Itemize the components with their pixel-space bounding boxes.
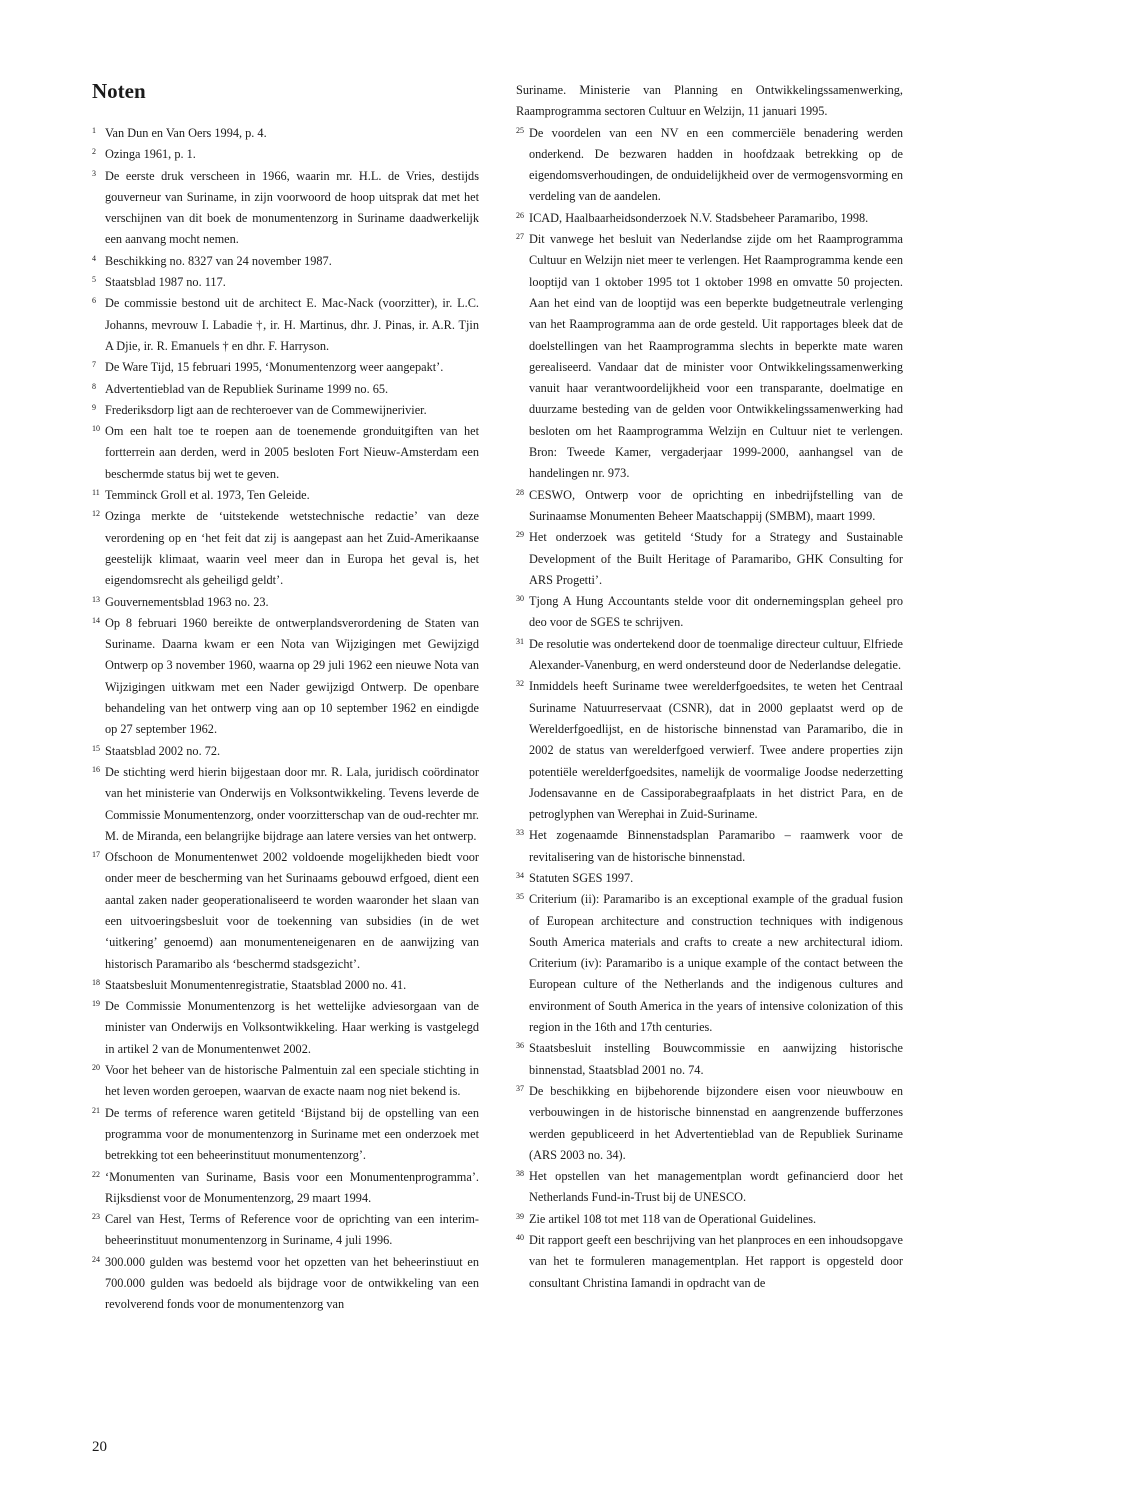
footnote-number: 6 — [92, 296, 96, 306]
footnote-text: Dit vanwege het besluit van Nederlandse zijde om het Raamprogramma Cultuur en Welzijn niet meer te verlengen. Het Raamprogramma kende een looptijd van 1 oktober 1995 tot 1 oktober 1998 en omvatte 50 projecten. Aan het eind van de looptijd was een beperkte budgetneutrale verlenging van het Raamprogramma aan de orde gesteld. Uit rapportages bleek dat de doelstellingen van het Raamprogramma slechts in beperkte mate waren gerealiseerd. Vandaar dat de minister voor Ontwikkelingssamenwerking vanuit haar verantwoordelijkheid voor een transparante, doelmatige en duurzame besteding van de gelden voor Ontwikkelingssamenwerking had besloten om het Raamprogramma Welzijn en Cultuur niet te verlengen. Bron: Tweede Kamer, vergaderjaar 1999-2000, aanhangsel van de handelingen nr. 973. — [529, 232, 903, 481]
footnote-number: 20 — [92, 1063, 100, 1073]
notes-column-left — [92, 123, 479, 1316]
footnote-number: 26 — [516, 210, 524, 220]
footnote-text: De voordelen van een NV en een commerciële benadering werden onderkend. De bezwaren hadden in hoofdzaak betrekking op de eigendomsverhoudingen, de onduidelijkheid over de vermogensvorming en verdeling van de aandelen. — [529, 125, 903, 204]
footnote-text: Tjong A Hung Accountants stelde voor dit ondernemingsplan geheel pro deo voor de SGES te schrijven. — [529, 594, 903, 630]
footnote-number: 24 — [92, 1254, 100, 1264]
footnote-text: Statuten SGES 1997. — [529, 870, 634, 885]
footnote-number: 35 — [516, 892, 524, 902]
footnote — [92, 144, 479, 165]
footnote-number: 3 — [92, 168, 96, 178]
footnote-number: 5 — [92, 275, 96, 285]
page-number: 20 — [92, 1439, 107, 1455]
footnote-number: 30 — [516, 594, 524, 604]
footnote — [92, 1167, 479, 1210]
footnote — [92, 592, 479, 613]
footnote-text: De stichting werd hierin bijgestaan door mr. R. Lala, juridisch coördinator van het ministerie van Onderwijs en Volksontwikkeling. Tevens leverde de Commissie Monumentenzorg, onder voorzitterschap van de oud-rechter mr. M. de Miranda, een belangrijke bijdrage aan latere versies van het ontwerp. — [105, 764, 479, 843]
footnote-text: Temminck Groll et al. 1973, Ten Geleide. — [105, 488, 310, 503]
footnote — [516, 1038, 903, 1081]
footnote-number: 14 — [92, 615, 100, 625]
footnote-number: 22 — [92, 1169, 100, 1179]
footnote — [92, 506, 479, 591]
footnote-text: ICAD, Haalbaarheidsonderzoek N.V. Stadsbeheer Paramaribo, 1998. — [529, 210, 869, 225]
footnote-text: Voor het beheer van de historische Palmentuin zal een speciale stichting in het leven worden geroepen, waarvan de exacte naam nog niet bekend is. — [105, 1063, 479, 1099]
footnote — [516, 676, 903, 825]
footnote-number: 28 — [516, 487, 524, 497]
footnote-number: 37 — [516, 1083, 524, 1093]
footnote — [92, 400, 479, 421]
footnote-text: Staatsblad 2002 no. 72. — [105, 743, 221, 758]
footnote — [516, 591, 903, 634]
footnote-text: Carel van Hest, Terms of Reference voor de oprichting van een interim-beheerinstituut monumentenzorg in Suriname, 4 juli 1996. — [105, 1212, 479, 1248]
footnote-text: Advertentieblad van de Republiek Suriname 1999 no. 65. — [105, 381, 389, 396]
footnote-text: Criterium (ii): Paramaribo is an exceptional example of the gradual fusion of European architecture and construction techniques with indigenous South America materials and crafts to create a new architectural idiom. Criterium (iv): Paramaribo is a unique example of the contact between the European culture of the Netherlands and the indigenous cultures and environment of South America in the years of intensive colonization of this region in the 16th and 17th centuries. — [529, 892, 903, 1035]
footnote-number: 27 — [516, 232, 524, 242]
footnote — [92, 996, 479, 1060]
footnote — [92, 379, 479, 400]
footnote — [92, 1103, 479, 1167]
footnote-number: 18 — [92, 977, 100, 987]
footnote — [92, 975, 479, 996]
footnote — [516, 1209, 903, 1230]
footnote — [92, 357, 479, 378]
notes-column-right — [516, 80, 903, 1294]
footnote-text: Ofschoon de Monumentenwet 2002 voldoende mogelijkheden biedt voor onder meer de bescherming van het Surinaams gebouwd erfgoed, dient een aantal zaken nader geoperationaliseerd te worden waaronder het slaan van een uitvoeringsbesluit voor de toekenning van subsidies (in de wet ‘uitkering’ genoemd) aan monumenteneigenaren en de aanwijzing van historisch Paramaribo als ‘beschermd stadsgezicht’. — [105, 850, 479, 971]
footnote-text: Staatsbesluit Monumentenregistratie, Staatsblad 2000 no. 41. — [105, 977, 407, 992]
footnote-text: De Commissie Monumentenzorg is het wettelijke adviesorgaan van de minister van Onderwijs en Volksontwikkeling. Haar werking is vastgelegd in artikel 2 van de Monumentenwet 2002. — [105, 999, 479, 1056]
footnote — [92, 1252, 479, 1316]
note-continuation: Suriname. Ministerie van Planning en Ontwikkelingssamenwerking, Raamprogramma sectoren Cultuur en Welzijn, 11 januari 1995. — [516, 83, 903, 119]
footnote — [92, 123, 479, 144]
footnote — [516, 889, 903, 1038]
footnote-number: 32 — [516, 679, 524, 689]
footnote-text: Ozinga 1961, p. 1. — [105, 147, 196, 162]
footnote — [92, 1209, 479, 1252]
footnote-number: 38 — [516, 1169, 524, 1179]
footnote-number: 17 — [92, 850, 100, 860]
footnote-number: 31 — [516, 636, 524, 646]
footnote — [92, 741, 479, 762]
footnote-number: 13 — [92, 594, 100, 604]
footnote — [516, 868, 903, 889]
footnote-text: Staatsbesluit instelling Bouwcommissie en aanwijzing historische binnenstad, Staatsblad 2001 no. 74. — [529, 1041, 903, 1077]
footnote-number: 8 — [92, 381, 96, 391]
footnote-text: Het onderzoek was getiteld ‘Study for a Strategy and Sustainable Development of the Built Heritage of Paramaribo, GHK Consulting for ARS Progetti’. — [529, 530, 903, 587]
footnote — [516, 1081, 903, 1166]
footnote-text: ‘Monumenten van Suriname, Basis voor een Monumentenprogramma’. Rijksdienst voor de Monumentenzorg, 29 maart 1994. — [105, 1169, 479, 1205]
footnote-number: 1 — [92, 126, 96, 135]
footnote — [92, 272, 479, 293]
footnote-number: 15 — [92, 743, 100, 753]
footnote — [516, 123, 903, 208]
footnote-text: Ozinga merkte de ‘uitstekende wetstechnische redactie’ van deze verordening op en ‘het feit dat zij is aangepast aan het Zuid-Amerikaanse geestelijk klimaat, waarin veel meer dan in Europa het geval is, het eigendomsrecht als geheiligd geldt’. — [105, 509, 479, 588]
footnote-number: 2 — [92, 147, 96, 157]
footnote-text: De Ware Tijd, 15 februari 1995, ‘Monumentenzorg weer aangepakt’. — [105, 360, 444, 375]
footnote-number: 12 — [92, 509, 100, 519]
footnote — [516, 485, 903, 528]
footnote-text: Op 8 februari 1960 bereikte de ontwerplandsverordening de Staten van Suriname. Daarna kwam er een Nota van Wijzigingen met Gewijzigd Ontwerp op 3 november 1960, waarna op 29 juli 1962 een nieuwe Nota van Wijzigingen uitkwam met een Nader gewijzigd Ontwerp. De openbare behandeling van het ontwerp ving aan op 10 september 1962 en eindigde op 27 september 1962. — [105, 615, 479, 737]
footnote-text: Zie artikel 108 tot met 118 van de Operational Guidelines. — [529, 1211, 817, 1226]
footnote-number: 11 — [92, 488, 100, 498]
footnote-text: De terms of reference waren getiteld ‘Bijstand bij de opstelling van een programma voor de monumentenzorg in Suriname met een onderzoek met betrekking tot een beheerinstituut monumentenzorg’. — [105, 1105, 479, 1163]
footnote-text: Gouvernementsblad 1963 no. 23. — [105, 594, 269, 609]
footnote — [516, 1230, 903, 1294]
footnote-text: Om een halt toe te roepen aan de toenemende gronduitgiften van het fortterrein aan derden, werd in 2005 besloten Fort Nieuw-Amsterdam een beschermde status bij wet te geven. — [105, 424, 479, 481]
footnote — [92, 251, 479, 272]
footnote-number: 39 — [516, 1211, 524, 1221]
footnote-text: De eerste druk verscheen in 1966, waarin mr. H.L. de Vries, destijds gouverneur van Suriname, in zijn voorwoord de hoop uitsprak dat met het verschijnen van dit boek de monumentenzorg in Suriname daadwerkelijk een aanvang mocht nemen. — [105, 168, 479, 247]
footnote-text: Inmiddels heeft Suriname twee werelderfgoedsites, te weten het Centraal Suriname Natuurreservaat (CSNR), dat in 2000 geplaatst werd op de Werelderfgoedlijst, en de historische binnenstad van Paramaribo, die in 2002 de status van werelderfgoed verwierf. Twee andere properties zijn potentiële werelderfgoedsites, namelijk de voormalige Joodse nederzetting Jodensavanne en de Cassiporabegraafplaats in het district Para, en de petroglyphen van Werephai in Zuid-Suriname. — [529, 679, 903, 822]
footnote-text: De resolutie was ondertekend door de toenmalige directeur cultuur, Elfriede Alexander-Vanenburg, en werd ondersteund door de Nederlandse delegatie. — [529, 636, 903, 673]
footnote-number: 21 — [92, 1105, 100, 1115]
footnote-number: 36 — [516, 1041, 524, 1051]
footnote-number: 9 — [92, 402, 96, 412]
footnote — [92, 847, 479, 975]
footnote-text: Van Dun en Van Oers 1994, p. 4. — [105, 126, 267, 140]
footnote — [516, 634, 903, 677]
footnote — [92, 166, 479, 251]
page-title: Noten — [92, 79, 146, 103]
footnote-number: 40 — [516, 1233, 524, 1243]
footnote-number: 33 — [516, 828, 524, 838]
footnote-text: De commissie bestond uit de architect E. Mac-Nack (voorzitter), ir. L.C. Johanns, mevrouw I. Labadie †, ir. H. Martinus, dhr. J. Pinas, ir. A.R. Tjin A Djie, ir. R. Emanuels † en dhr. F. Harryson. — [105, 296, 479, 353]
footnote-text: Frederiksdorp ligt aan de rechteroever van de Commewijnerivier. — [105, 402, 427, 417]
footnote-text: Het opstellen van het managementplan wordt gefinancierd door het Netherlands Fund-in-Trust bij de UNESCO. — [529, 1169, 903, 1205]
footnote-number: 4 — [92, 253, 96, 263]
footnote-text: Staatsblad 1987 no. 117. — [105, 275, 226, 290]
footnote — [516, 208, 903, 229]
footnote — [92, 421, 479, 485]
footnote — [92, 485, 479, 506]
footnote-number: 16 — [92, 764, 100, 774]
footnote — [92, 293, 479, 357]
footnote-text: CESWO, Ontwerp voor de oprichting en inbedrijfstelling van de Surinaamse Monumenten Beheer Maatschappij (SMBM), maart 1999. — [529, 487, 903, 523]
footnote — [92, 762, 479, 847]
footnote-number: 7 — [92, 360, 96, 370]
footnote-text: De beschikking en bijbehorende bijzondere eisen voor nieuwbouw en verbouwingen in de historische binnenstad en aangrenzende bufferzones werden gepubliceerd in het Advertentieblad van de Republiek Suriname (ARS 2003 no. 34). — [529, 1083, 903, 1162]
footnote-number: 10 — [92, 424, 100, 434]
footnote — [516, 527, 903, 591]
footnote-number: 25 — [516, 125, 524, 135]
footnote-number: 29 — [516, 530, 524, 540]
footnote-text: Beschikking no. 8327 van 24 november 1987. — [105, 253, 332, 268]
footnote — [92, 1060, 479, 1103]
footnote — [516, 825, 903, 868]
footnote-number: 19 — [92, 999, 100, 1009]
footnote-text: Het zogenaamde Binnenstadsplan Paramaribo – raamwerk voor de revitalisering van de historische binnenstad. — [529, 828, 903, 864]
footnote-text: 300.000 gulden was bestemd voor het opzetten van het beheerinstiuut en 700.000 gulden was bedoeld als bijdrage voor de ontwikkeling van een revolverend fonds voor de monumentenzorg van — [105, 1254, 479, 1312]
footnote-number: 34 — [516, 870, 524, 880]
footnote — [516, 229, 903, 485]
footnote-text: Dit rapport geeft een beschrijving van het planproces en een inhoudsopgave van het te formuleren managementplan. Het rapport is opgesteld door consultant Christina Iamandi in opdracht van de — [529, 1233, 903, 1290]
footnote-number: 23 — [92, 1212, 100, 1222]
footnote — [92, 613, 479, 741]
footnote — [516, 1166, 903, 1209]
